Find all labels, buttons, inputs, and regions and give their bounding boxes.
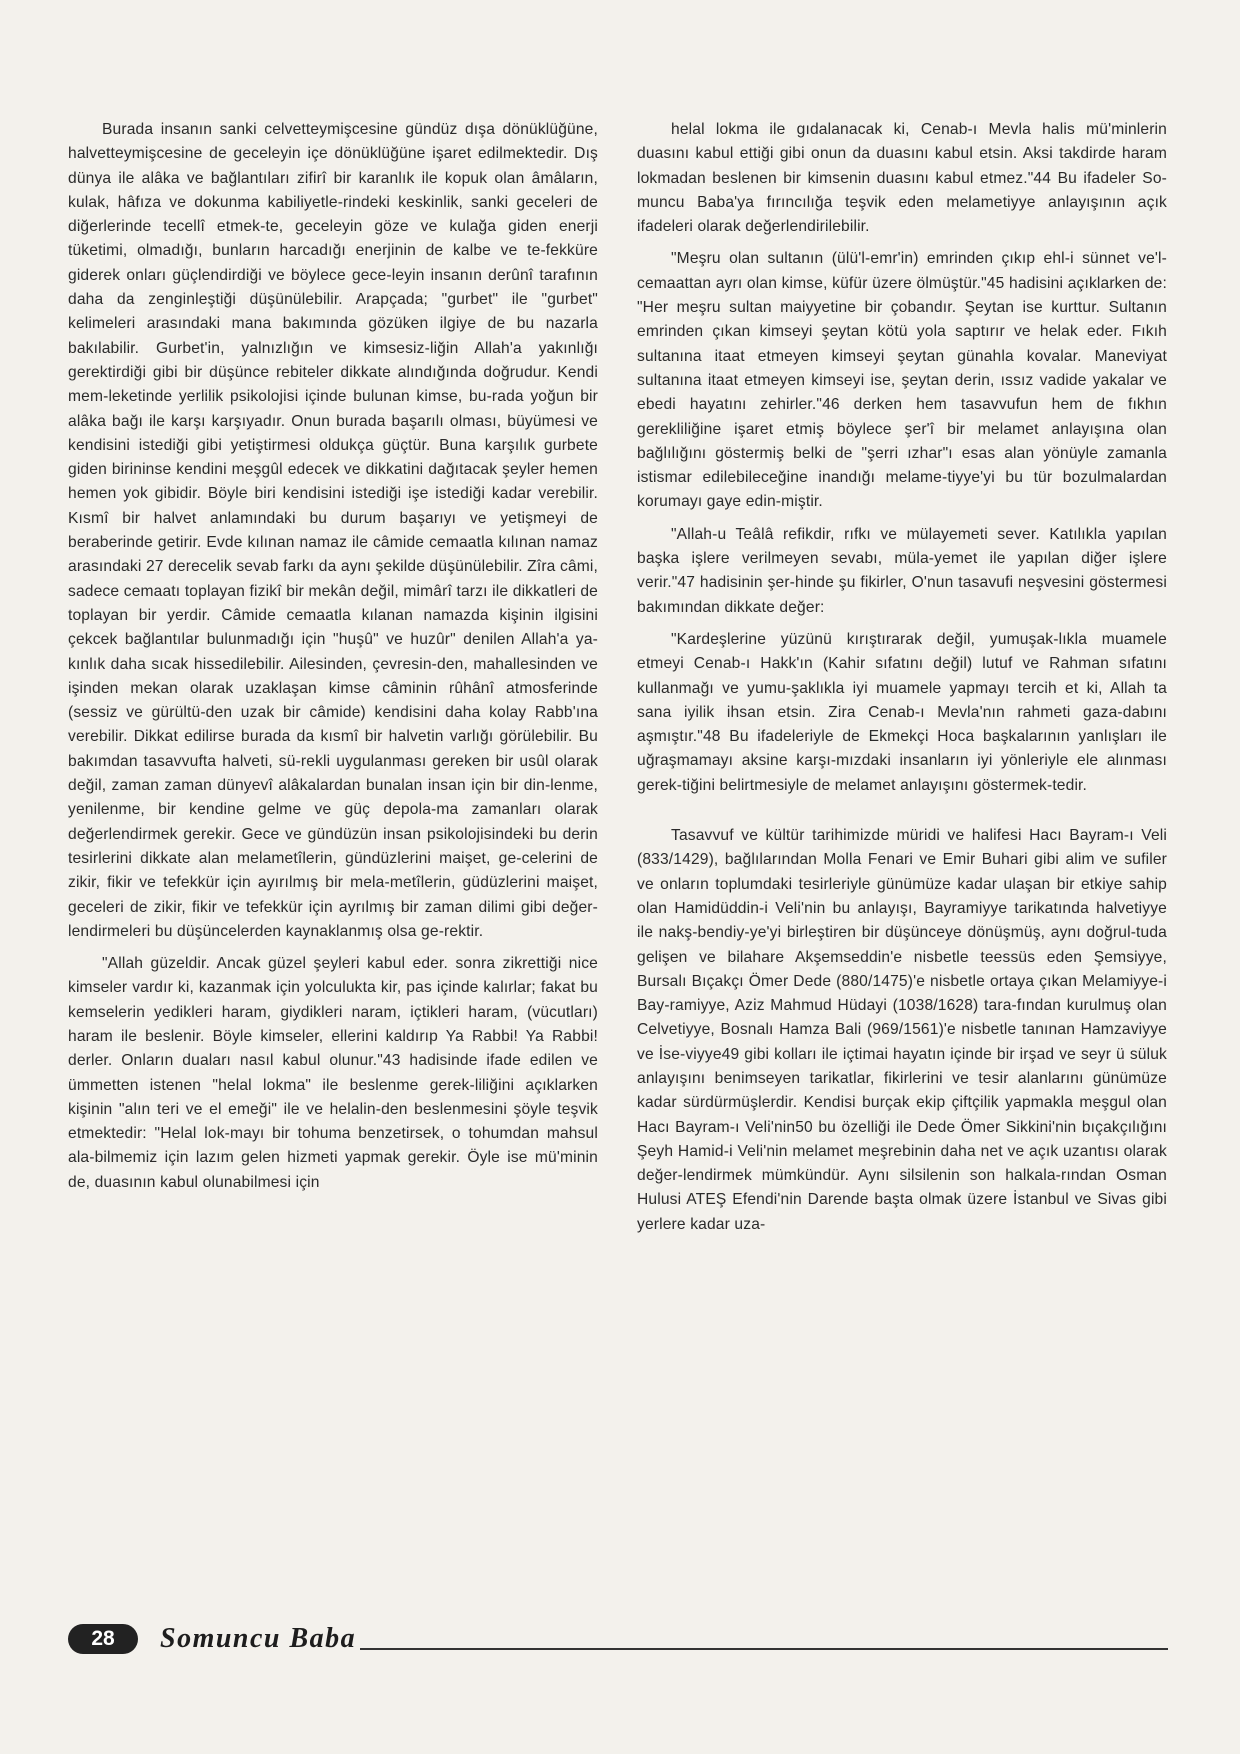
paragraph: Tasavvuf ve kültür tarihimizde müridi ve halifesi Hacı Bayram-ı Veli (833/1429), bağlılarından Molla Fenari ve Emir Buhari gibi alim ve sufiler ve onların toplumdaki tesirleriyle günümüze kadar ulaşan bir etkiye sahip olan Hamidüddin-i Veli'nin bu anlayışı, Bayramiyye tarikatında halvetiyye ile nakş-bendiy-ye'yi birleştiren bir düşünceye dönüşmüş, aynı doğrul-tuda gelişen ve bilahare Akşemseddin'e nisbetle teessüs eden Şemsiyye, Bursalı Bıçakçı Ömer Dede (880/1475)'e nisbetle ortaya çıkan Melamiyye-i Bay-ramiyye, Aziz Mahmud Hüdayi (1038/1628) tara-fından kurulmuş olan Celvetiyye, Bosnalı Hamza Bali (969/1561)'e nisbetle tanınan Hamzaviyye ve İse-viyye49 gibi kolları ile içtimai hayatın içinde bir irşad ve seyr ü süluk anlayışını benimseyen tarikatlar, fikirlerini ve tesir alanlarını günümüze kadar sürdürmüşlerdir. Kendisi burçak ekip çiftçilik yapmakla meşgul olan Hacı Bayram-ı Veli'nin50 bu özelliği ile Dede Ömer Sikkini'nin bıçakçılığını Şeyh Hamid-i Veli'nin melamet meşrebinin daha net ve açık uzantısı olarak değer-lendirmek mümkündür. Aynı silsilenin son halkala-rından Osman Hulusi ATEŞ Efendi'nin Darende başta olmak üzere İstanbul ve Sivas gibi yerlere kadar uza- (637, 827, 1167, 1233)
page-footer (68, 1620, 1170, 1660)
footer-divider (360, 1648, 1168, 1650)
right-column (637, 118, 1167, 1237)
paragraph: "Allah-u Teâlâ refikdir, rıfkı ve mülayemeti sever. Katılıkla yapılan başka işlere verilmeyen sevabı, müla-yemet ile yapılan diğer işlere verir."47 hadisinin şer-hinde şu fikirler, O'nun tasavufi neşvesini göstermesi bakımından dikkate değer: (637, 525, 1167, 616)
paragraph: "Allah güzeldir. Ancak güzel şeyleri kabul eder. sonra zikrettiği nice kimseler vardır ki, kazanmak için yolculukta kir, pas içinde kalırlar; fakat bu kemselerin yedikleri haram, giydikleri naram, içtikleri haram, (vücutları) haram ile beslenir. Böyle kimseler, ellerini kaldırıp Ya Rabbi! Ya Rabbi! derler. Onların duaları nasıl kabul olunur."43 hadisinde ifade edilen ve ümmetten istenen "helal lokma" ile beslenme gerek-liliğini açıklarken kişinin "alın teri ve el emeği" ile ve helalin-den beslenmesini şöyle teşvik etmektedir: "Helal lok-mayı bir tohuma benzetirsek, o tohumdan mahsul ala-bilmemiz için lazım gelen hizmeti yapmak gerekir. Öyle ise mü'minin de, duasının kabul olunabilmesi için (68, 955, 598, 1191)
paragraph: helal lokma ile gıdalanacak ki, Cenab-ı Mevla halis mü'minlerin duasını kabul ettiği gibi onun da duasını kabul etsin. Aksi takdirde haram lokmadan beslenen bir kimsenin duasını kabul etmez."44 Bu ifadeler So-muncu Baba'ya fırıncılığa teşvik eden melametiyye anlayışının açık ifadeleri olarak değerlendirilebilir. (637, 121, 1167, 236)
magazine-title: Somuncu Baba (160, 1623, 357, 1654)
page-number: 28 (68, 1624, 138, 1654)
paragraph: Burada insanın sanki celvetteymişcesine gündüz dışa dönüklüğüne, halvetteymişcesine de geceleyin içe dönüklüğüne işaret edilmektedir. Dış dünya ile alâka ve bağlantıları zifirî bir karanlık ile kopuk olan âmâların, kulak, hâfıza ve dokunma kabiliyetle-rindeki keskinlik, sanki geceleri de diğerlerinde tecellî etmek-te, geceleyin göze ve kulağa giden enerji tüketimi, olmadığı, bunların harcadığı enerjinin de kalbe ve te-fekküre giderek onları güçlendirdiği ve böylece gece-leyin insanın derûnî tarafının daha da zenginleştiği düşünülebilir. Arapçada; "gurbet" ile "gurbet" kelimeleri arasındaki mana bakımında gözüken ilgiye de bu nazarla bakılabilir. Gurbet'in, yalnızlığın ve kimsesiz-liğin Allah'a yakınlığı gerektirdiği gibi bir düşünce rebiteler dikkate alındığında doğrudur. Kendi mem-leketinde yerlilik psikolojisi içinde bulunan kimse, bu-rada yoğun bir alâka bağı ile karşı karşıyadır. Onun burada başarılı olması, büyümesi ve kendisini istediği gibi yetiştirmesi oldukça güçtür. Buna karşılık gurbete giden birininse kendini meşgûl edecek ve dikkatini dağıtacak şeyler hemen hemen yok gibidir. Böyle biri kendisini istediği işe istediği kadar verebilir. Kısmî bir halvet anlamındaki bu durum başarıyı ve yetişmeyi de beraberinde getirir. Evde kılınan namaz ile câmide cemaatla kılınan namaz arasındaki 27 derecelik sevab farkı da aynı şekilde düşünülebilir. Zîra câmi, sadece cemaatı toplayan fizikî bir mekân değil, mimârî tarzı ile dikkatleri de toplayan bir yerdir. Câmide cemaatla kılanan namazda kişinin ilgisini çekcek bağlantılar bulunmadığı için "huşû" ve huzûr" denilen Allah'a ya-kınlık daha sıcak hissedilebilir. Ailesinden, çevresin-den, mahallesinden ve işinden mekan olarak uzaklaşan kimse câminin rûhânî atmosferinde (sessiz ve gürültü-den uzak bir câmide) kendisini daha kolay Rabb'ına verebilir. Dikkat edilirse burada da kısmî bir halvetin varlığı görülebilir. Bu bakımdan tasavvufta halveti, sü-rekli uygulanması gereken bir usûl olarak değil, zaman zaman dünyevî alâkalardan bunalan insan için bir din-lenme, yenilenme, bir kendine gelme ve güç depola-ma zamanları olarak değerlendirmek gerekir. Gece ve gündüzün insan psikolojisindeki bu derin tesirlerini dikkate alan melametîlerin, gündüzlerini maişet, ge-celerini de zikir, fikir ve tefekkür için ayırılmış bir mela-metîlerin, güdüzlerini maişet, geceleri de zikir, fikir ve tefekkür için ayrılmış bir zaman dilimi gibi değer-lendirmeleri bu düşüncelerden kaynaklanmış olsa ge-rektir. (68, 121, 598, 940)
paragraph: "Kardeşlerine yüzünü kırıştırarak değil, yumuşak-lıkla muamele etmeyi Cenab-ı Hakk'ın (Kahir sıfatını değil) lutuf ve Rahman sıfatını kullanmağı ve yumu-şaklıkla iyi muamele yapmayı tercih et ki, Allah ta sana iyilik ihsan etsin. Zira Cenab-ı Mevla'nın rahmeti gaza-dabını aşmıştır."48 Bu ifadeleriyle de Ekmekçi Hoca başkalarının yanlışları ile uğraşmamayı aksine karşı-mızdaki insanların iyi yönleriyle ele alınması gerek-tiğini belirtmesiyle de melamet anlayışını göstermek-tedir. (637, 630, 1167, 794)
paragraph: "Meşru olan sultanın (ülü'l-emr'in) emrinden çıkıp ehl-i sünnet ve'l-cemaattan ayrı olan kimse, küfür üzere ölmüştür."45 hadisini açıklarken de: "Her meşru sultan maiyyetine bir çobandır. Şeytan ise kurttur. Sultanın emrinden çıkan kimseyi şeytan kötü yola saptırır ve helak eder. Fıkıh sultanına itaat etmeyen kimseyi şeytan günahla kovalar. Maneviyat sultanına itaat etmeyen kimseyi ise, şeytan derin, ıssız vadide yakalar ve ebedi hayatını zehirler."46 derken hem tasavvufun hem de fıkhın gerekliliğine işaret etmiş böylece şer'î bir melamet anlayışına olan bağlılığını göstermiş belki de "şerri ızhar"ı esas alan yönüyle zamanla istismar edilebileceğine inandığı melame-tiyye'yi bu tür bozulmalardan korumayı gaye edin-miştir. (637, 250, 1167, 511)
left-column (68, 118, 598, 1195)
